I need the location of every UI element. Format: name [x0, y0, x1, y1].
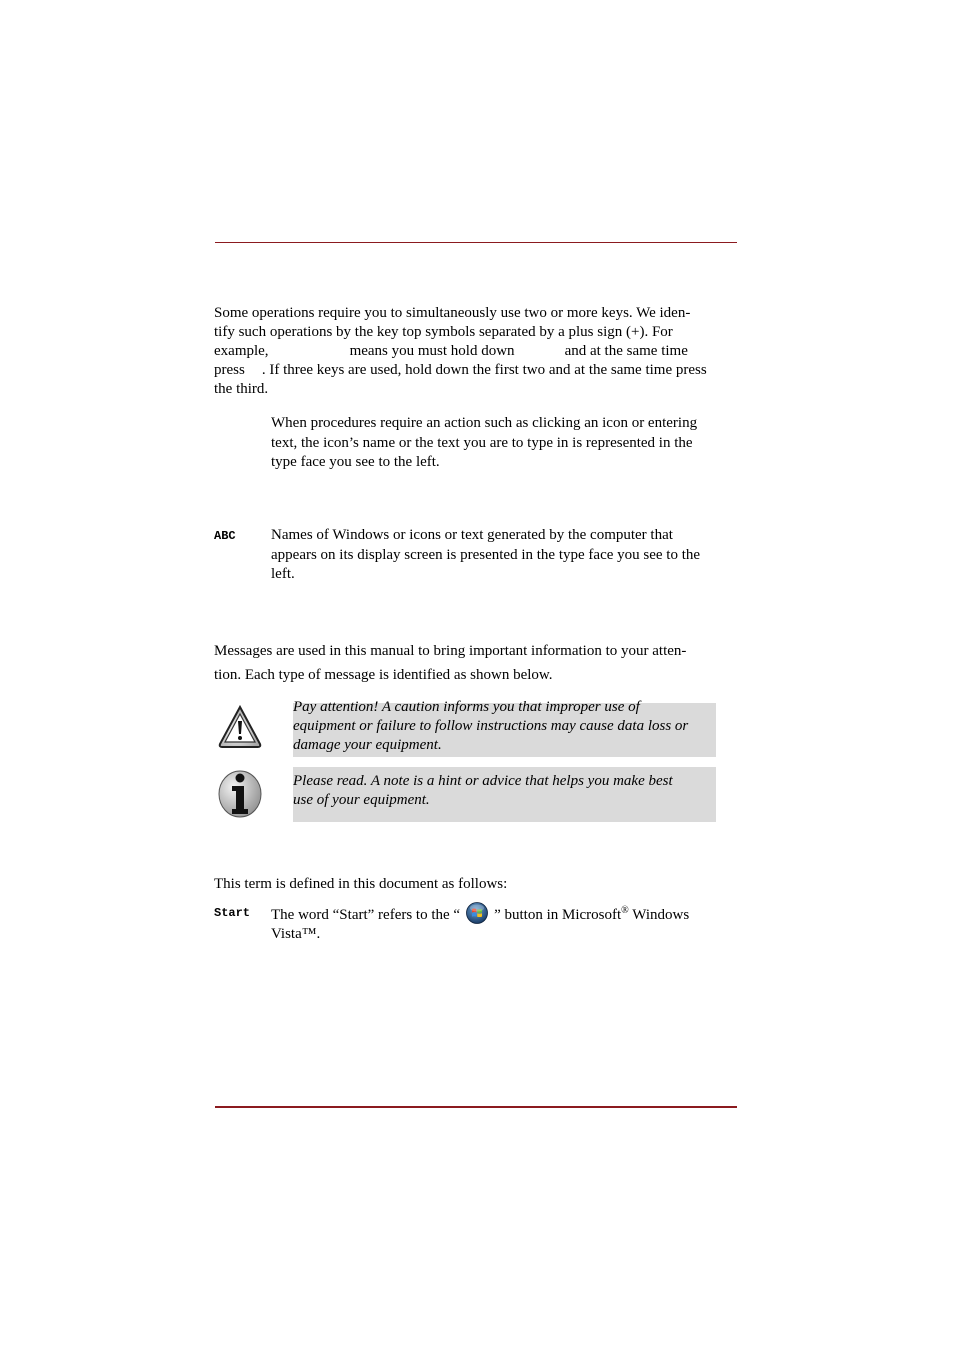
note-text: Please read. A note is a hint or advice that helps you make best use of your equipment. [293, 773, 673, 808]
keys-paragraph-line: example, means you must hold down and at the same time [214, 343, 688, 359]
terminology-label: Start [214, 906, 251, 920]
info-icon [217, 769, 263, 819]
messages-paragraph: Messages are used in this manual to bring important information to your atten- tion. Each type of message is identified as shown below. [214, 643, 687, 683]
terminology-text: The word “Start” refers to the “ ” button in Microsoft® Windows Vista™. [271, 902, 733, 944]
footer-rule [215, 1106, 737, 1108]
keys-paragraph [214, 304, 732, 399]
display-definition-label: ABC [214, 529, 236, 543]
keys-paragraph-line: Some operations require you to simultaneously use two or more keys. We iden- [214, 305, 691, 321]
keys-paragraph-line: press . If three keys are used, hold down the first two and at the same time press [214, 362, 707, 378]
caution-triangle-icon [217, 704, 263, 750]
display-definition-text: Names of Windows or icons or text generated by the computer that appears on its display screen is presented in the type face you see to the left. [271, 527, 701, 582]
action-definition-text: When procedures require an action such as clicking an icon or entering text, the icon’s name or the text you are to type in is represented in the type face you see to the left. [271, 415, 698, 470]
windows-vista-start-orb-icon [466, 902, 488, 924]
terminology-intro: This term is defined in this document as follows: [214, 876, 508, 892]
keys-paragraph-line: tify such operations by the key top symbols separated by a plus sign (+). For [214, 324, 673, 340]
keys-paragraph-line: the third. [214, 381, 269, 397]
caution-text: Pay attention! A caution informs you that improper use of equipment or failure to follow instructions may cause data loss or damage your equipment. [293, 699, 689, 753]
header-rule [215, 242, 737, 243]
